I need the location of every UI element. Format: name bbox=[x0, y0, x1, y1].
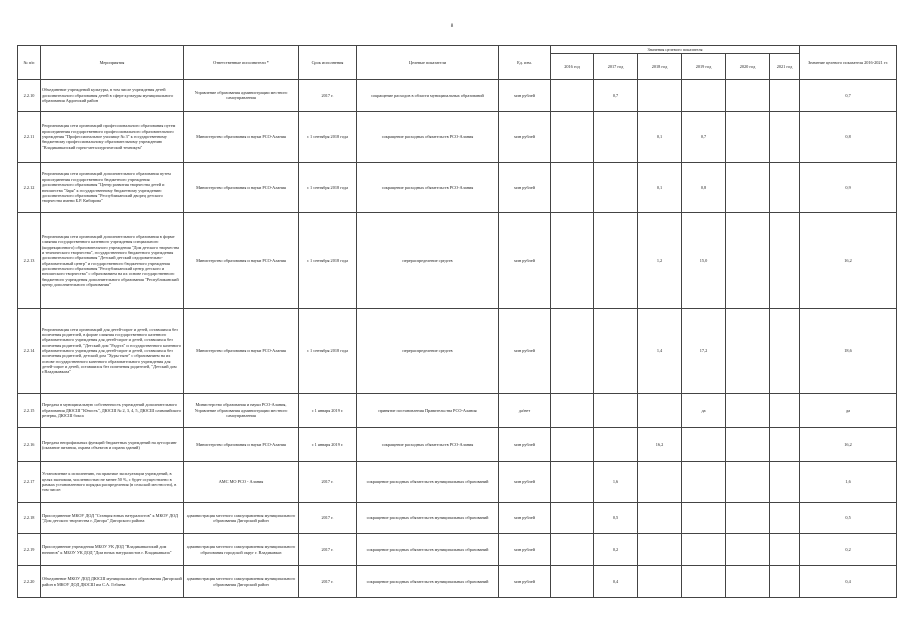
row-responsible: администрация местного самоуправления муниципального образования Дигорский район bbox=[184, 566, 299, 598]
row-unit: да/нет bbox=[499, 393, 551, 428]
row-year-value bbox=[551, 534, 594, 566]
row-year-value: 17,2 bbox=[682, 308, 726, 393]
header-row bbox=[18, 46, 897, 54]
row-unit: млн рублей bbox=[499, 428, 551, 462]
row-year-value bbox=[682, 534, 726, 566]
row-year-value: 1,2 bbox=[638, 213, 682, 308]
row-year-value bbox=[682, 428, 726, 462]
page-number: 8 bbox=[450, 24, 454, 29]
row-year-value bbox=[551, 566, 594, 598]
header-responsible: Ответственные исполнители * bbox=[184, 46, 299, 80]
row-year-value bbox=[594, 428, 638, 462]
row-year-value bbox=[770, 80, 800, 112]
row-activity: Присоединение МКОУ ДОД "Станция юных натуралистов" к МКОУ ДОД "Дом детского творчества г. Дигора" Дигорского района bbox=[41, 502, 184, 534]
row-total: 0,5 bbox=[800, 502, 897, 534]
table-row bbox=[18, 428, 897, 462]
row-code: 2.2.12 bbox=[18, 162, 41, 213]
row-unit: млн рублей bbox=[499, 80, 551, 112]
row-responsible: Министерство образования и науки РСО-Алания bbox=[184, 213, 299, 308]
row-total: 0,4 bbox=[800, 566, 897, 598]
row-indicator: перераспределение средств bbox=[357, 213, 499, 308]
row-deadline: с 1 сентября 2018 года bbox=[299, 162, 357, 213]
row-year-value bbox=[770, 566, 800, 598]
row-year-value: 0,5 bbox=[594, 502, 638, 534]
row-activity: Присоединение учреждения МБОУ УК ДОД "Владикавказский дом юннатов" к МБОУ УК ДОД "Дом юных натуралистов г. Владикавказа" bbox=[41, 534, 184, 566]
row-responsible: Управление образования администрации местного самоуправления bbox=[184, 80, 299, 112]
row-deadline: с 1 января 2019 г. bbox=[299, 428, 357, 462]
row-indicator: сокращение расходных обязательств муниципальных образований bbox=[357, 462, 499, 502]
row-responsible: Министерство образования и науки РСО-Алания bbox=[184, 162, 299, 213]
row-total: да bbox=[800, 393, 897, 428]
header-year: 2018 год bbox=[638, 54, 682, 80]
row-year-value: 15,0 bbox=[682, 213, 726, 308]
row-year-value bbox=[770, 111, 800, 162]
row-year-value bbox=[682, 462, 726, 502]
row-year-value bbox=[726, 308, 770, 393]
row-year-value bbox=[726, 80, 770, 112]
row-year-value: 0,4 bbox=[594, 566, 638, 598]
row-activity: Передача непрофильных функций бюджетных учреждений на аутсорсинг (оказание питания, охрана объектов и охрана зданий) bbox=[41, 428, 184, 462]
row-year-value bbox=[770, 534, 800, 566]
row-unit: млн рублей bbox=[499, 462, 551, 502]
header-year: 2017 год bbox=[594, 54, 638, 80]
row-code: 2.2.19 bbox=[18, 534, 41, 566]
row-indicator: сокращение расходных обязательств муниципальных образований bbox=[357, 502, 499, 534]
row-total: 1,6 bbox=[800, 462, 897, 502]
row-code: 2.2.13 bbox=[18, 213, 41, 308]
row-year-value bbox=[638, 393, 682, 428]
table-body bbox=[18, 80, 897, 598]
row-responsible: Министерство образования и науки РСО-Алания, Управление образования администрации местного самоуправления bbox=[184, 393, 299, 428]
table-row bbox=[18, 462, 897, 502]
row-deadline: с 1 сентября 2018 года bbox=[299, 111, 357, 162]
row-activity: Объединение учреждений культуры, в том числе учреждения детей дополнительного образования детей в сфере культуры муниципального образования Ардонский район bbox=[41, 80, 184, 112]
row-year-value bbox=[682, 80, 726, 112]
row-deadline: 2017 г. bbox=[299, 462, 357, 502]
header-year: 2016 год bbox=[551, 54, 594, 80]
row-unit: млн рублей bbox=[499, 534, 551, 566]
row-indicator: перераспределение средств bbox=[357, 308, 499, 393]
row-year-value: 0,2 bbox=[594, 534, 638, 566]
row-unit: млн рублей bbox=[499, 162, 551, 213]
row-year-value bbox=[638, 502, 682, 534]
row-indicator: сокращение расходных обязательств муниципальных образований bbox=[357, 566, 499, 598]
row-year-value bbox=[551, 213, 594, 308]
row-responsible: Министерство образования и науки РСО-Алания bbox=[184, 111, 299, 162]
row-responsible: администрация местного самоуправления муниципального образования городской округ г. Владикавказ bbox=[184, 534, 299, 566]
row-year-value bbox=[594, 111, 638, 162]
row-year-value bbox=[770, 162, 800, 213]
row-year-value bbox=[726, 213, 770, 308]
table-row bbox=[18, 213, 897, 308]
row-activity: Реорганизация сети организаций для детей-сирот и детей, оставшихся без попечения родителей, в форме слияния государственного казенного образовательного учреждения для детей-сирот и детей, оставшихся без попечения родителей, "Детский дом "Радуга" и государственного казенного образовательного учреждения для детей-сирот и детей, оставшихся без попечения родителей, детский дом "Хуры тынг" с образованием на их основе государственного казенного образовательного учреждения для детей-сирот и детей, оставшихся без попечения родителей, "Детский дом г.Владикавказа" bbox=[41, 308, 184, 393]
row-year-value bbox=[594, 162, 638, 213]
row-responsible: Министерство образования и науки РСО-Алания bbox=[184, 308, 299, 393]
row-year-value bbox=[638, 566, 682, 598]
row-year-value bbox=[638, 80, 682, 112]
row-indicator: принятие постановления Правительства РСО-Алания bbox=[357, 393, 499, 428]
row-activity: Реорганизация сети организаций дополнительного образования путем присоединения государственного бюджетного учреждения дополнительного образования "Центр развития творчества детей и юношества "Заря" к государственному бюджетному учреждению дополнительного образования "Республиканский дворец детского творчества имени Б.Р. Кибирова" bbox=[41, 162, 184, 213]
row-year-value bbox=[726, 428, 770, 462]
row-total: 16,2 bbox=[800, 428, 897, 462]
row-unit: млн рублей bbox=[499, 308, 551, 393]
row-code: 2.2.15 bbox=[18, 393, 41, 428]
row-total: 0,2 bbox=[800, 534, 897, 566]
row-total: 18,6 bbox=[800, 308, 897, 393]
row-year-value bbox=[726, 393, 770, 428]
row-indicator: сокращение расходных обязательств муниципальных образований bbox=[357, 534, 499, 566]
header-total: Значение целевого показателя 2016-2021 гг. bbox=[800, 46, 897, 80]
table-row bbox=[18, 111, 897, 162]
row-total: 16,2 bbox=[800, 213, 897, 308]
row-year-value bbox=[682, 502, 726, 534]
row-indicator: сокращение расходов в области муниципальных образований bbox=[357, 80, 499, 112]
row-indicator: сокращение расходных обязательств РСО-Алания bbox=[357, 428, 499, 462]
row-year-value bbox=[551, 80, 594, 112]
table-row bbox=[18, 502, 897, 534]
table-row bbox=[18, 534, 897, 566]
table-row bbox=[18, 80, 897, 112]
row-year-value bbox=[551, 462, 594, 502]
row-deadline: 2017 г. bbox=[299, 502, 357, 534]
row-unit: млн рублей bbox=[499, 111, 551, 162]
row-unit: млн рублей bbox=[499, 213, 551, 308]
table-row bbox=[18, 162, 897, 213]
row-deadline: с 1 сентября 2018 года bbox=[299, 308, 357, 393]
row-deadline: с 1 сентября 2018 года bbox=[299, 213, 357, 308]
row-year-value: 0,7 bbox=[682, 111, 726, 162]
row-activity: Реорганизация сети организаций профессионального образования путем присоединения государственного профессионального образовательного учреждения "Профессиональное училище № 3" к государственному бюджетному профессиональному образовательному учреждению "Владикавказский горно-металлургический техникум" bbox=[41, 111, 184, 162]
row-year-value: 1,4 bbox=[638, 308, 682, 393]
row-code: 2.2.10 bbox=[18, 80, 41, 112]
row-activity: Передача в муниципальную собственность учреждений дополнительного образования ДЮСШ "Юность", ДЮСШ № 2, 3, 4, 5, ДЮСШ олимпийского резерва, ДЮСШ бокса bbox=[41, 393, 184, 428]
row-year-value bbox=[726, 162, 770, 213]
row-year-value bbox=[726, 462, 770, 502]
row-unit: млн рублей bbox=[499, 566, 551, 598]
row-year-value bbox=[726, 534, 770, 566]
row-deadline: 2017 г. bbox=[299, 534, 357, 566]
header-code: № п/п bbox=[18, 46, 41, 80]
header-year: 2019 год bbox=[682, 54, 726, 80]
row-year-value bbox=[551, 308, 594, 393]
table-row bbox=[18, 308, 897, 393]
row-responsible: Министерство образования и науки РСО-Алания bbox=[184, 428, 299, 462]
row-unit: млн рублей bbox=[499, 502, 551, 534]
row-code: 2.2.18 bbox=[18, 502, 41, 534]
row-year-value bbox=[551, 393, 594, 428]
row-year-value: 0,1 bbox=[638, 111, 682, 162]
header-year: 2020 год bbox=[726, 54, 770, 80]
row-code: 2.2.14 bbox=[18, 308, 41, 393]
row-year-value bbox=[770, 502, 800, 534]
row-indicator: сокращение расходных обязательств РСО-Алания bbox=[357, 111, 499, 162]
row-year-value bbox=[551, 428, 594, 462]
row-year-value bbox=[638, 462, 682, 502]
row-year-value bbox=[594, 308, 638, 393]
row-year-value bbox=[726, 111, 770, 162]
table-row bbox=[18, 566, 897, 598]
row-code: 2.2.20 bbox=[18, 566, 41, 598]
row-year-value: 1,6 bbox=[594, 462, 638, 502]
row-deadline: 2017 г. bbox=[299, 566, 357, 598]
row-code: 2.2.16 bbox=[18, 428, 41, 462]
row-year-value bbox=[551, 111, 594, 162]
row-year-value: 16,2 bbox=[638, 428, 682, 462]
row-total: 0,7 bbox=[800, 80, 897, 112]
header-indicator: Целевые показатели bbox=[357, 46, 499, 80]
row-code: 2.2.11 bbox=[18, 111, 41, 162]
row-responsible: АМС МО РСО - Алания bbox=[184, 462, 299, 502]
row-total: 0,9 bbox=[800, 162, 897, 213]
row-year-value bbox=[551, 162, 594, 213]
row-activity: Реорганизация сети организаций дополнительного образования в форме слияния государственного казенного учреждения специального (коррекционного) образовательного учреждения "Дом детского творчества и технического творчества", государственного бюджетного учреждения дополнительного образования "Детский детский оздоровительно-образовательный центр" и государственного бюджетного учреждения дополнительного образования "Республиканский центр детского и юношеского творчества" с образованием на их основе государственного бюджетного учреждения дополнительного образования "Республиканский центр дополнительного образования" bbox=[41, 213, 184, 308]
row-indicator: сокращение расходных обязательств РСО-Алания bbox=[357, 162, 499, 213]
row-year-value: да bbox=[682, 393, 726, 428]
row-year-value: 0,1 bbox=[638, 162, 682, 213]
row-year-value: 0,8 bbox=[682, 162, 726, 213]
measures-table bbox=[17, 45, 897, 598]
header-unit: Ед. изм. bbox=[499, 46, 551, 80]
header-activity: Мероприятия bbox=[41, 46, 184, 80]
row-year-value bbox=[770, 428, 800, 462]
row-year-value bbox=[682, 566, 726, 598]
row-activity: Объединение МКОУ ДОД ДЮСШ муниципального образования Дигорский район в МКОУ ДОД ДЮСШ им С.А. Гобаева bbox=[41, 566, 184, 598]
row-year-value bbox=[726, 502, 770, 534]
row-deadline: с 1 января 2019 г. bbox=[299, 393, 357, 428]
row-year-value bbox=[594, 393, 638, 428]
row-year-value: 0,7 bbox=[594, 80, 638, 112]
row-year-value bbox=[638, 534, 682, 566]
row-deadline: 2017 г. bbox=[299, 80, 357, 112]
row-year-value bbox=[770, 308, 800, 393]
header-values-group: Значения целевого показателя bbox=[551, 46, 800, 54]
header-deadline: Срок исполнения bbox=[299, 46, 357, 80]
row-total: 0,8 bbox=[800, 111, 897, 162]
header-year: 2021 год bbox=[770, 54, 800, 80]
row-year-value bbox=[770, 462, 800, 502]
row-year-value bbox=[770, 213, 800, 308]
row-year-value bbox=[726, 566, 770, 598]
table-row bbox=[18, 393, 897, 428]
row-year-value bbox=[594, 213, 638, 308]
row-responsible: администрация местного самоуправления муниципального образования Дигорский район bbox=[184, 502, 299, 534]
row-year-value bbox=[551, 502, 594, 534]
row-year-value bbox=[770, 393, 800, 428]
row-code: 2.2.17 bbox=[18, 462, 41, 502]
row-activity: Установление к исполнению, на практике эксплуатации учреждений, в целях экономии, численностью не менее 50 %, с будет осуществлено в рамках установленного порядка распределения (в сельской местности), в том числе: bbox=[41, 462, 184, 502]
